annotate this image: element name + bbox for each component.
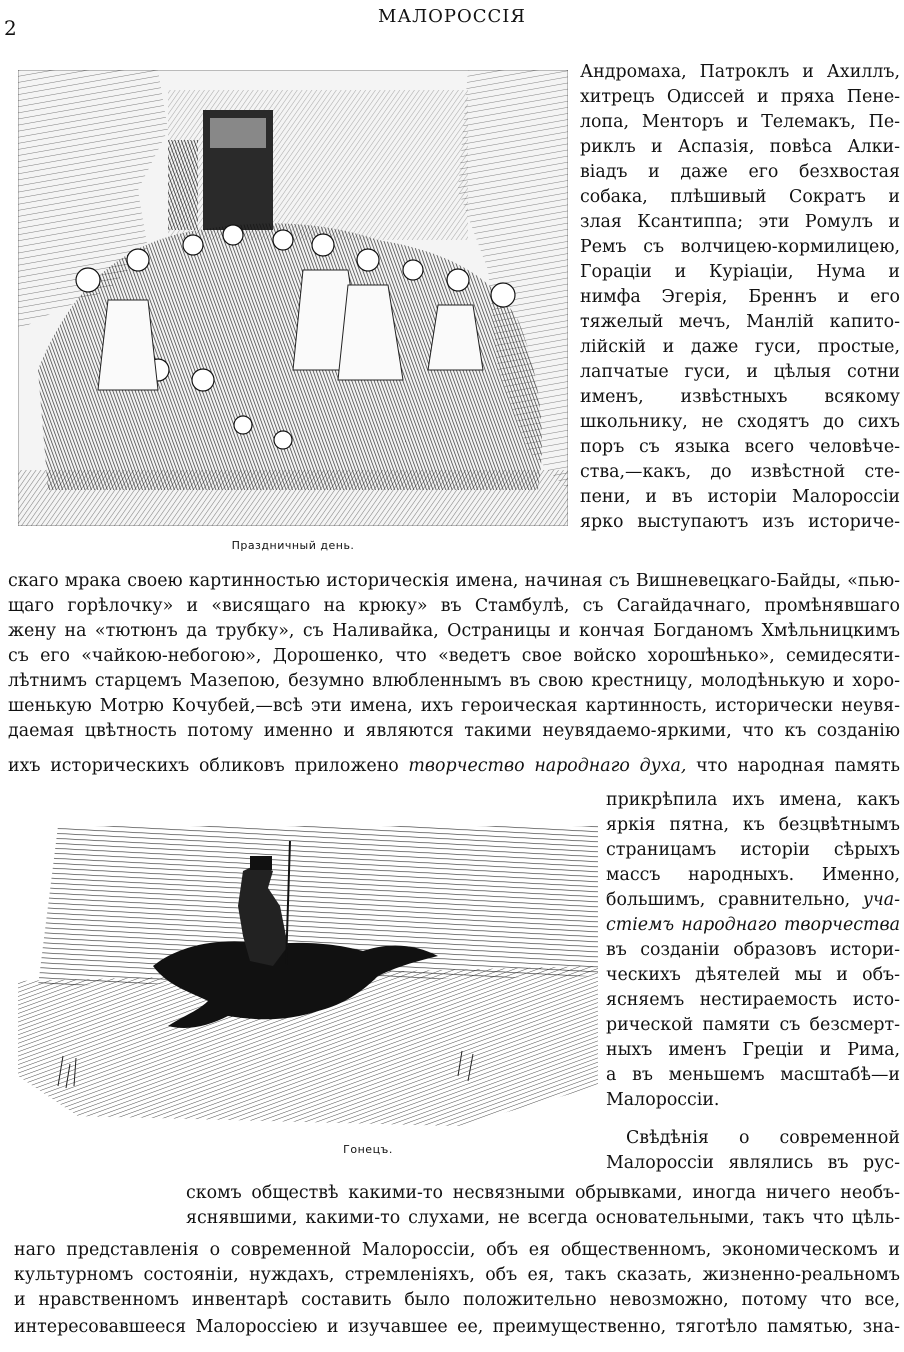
text-line: ства,—какъ, до извѣстной сте- xyxy=(580,462,900,482)
figure-caption-courier: Гонецъ. xyxy=(343,1143,393,1156)
figure-courier-engraving xyxy=(18,826,598,1136)
page-number: 2 xyxy=(4,16,17,40)
text-run-italic: уча- xyxy=(862,890,900,910)
courier-engraving-image xyxy=(18,826,598,1136)
text-line: и нравственномъ инвентарѣ составить было положительно невозможно, потому что все, xyxy=(14,1290,900,1310)
text-line-italic xyxy=(8,756,900,776)
text-line-italic xyxy=(606,890,900,910)
text-line: массъ народныхъ. Именно, xyxy=(606,865,900,885)
text-line: Малороссіи. xyxy=(606,1090,720,1110)
text-line: ныхъ именъ Греціи и Рима, xyxy=(606,1040,900,1060)
running-title: МАЛОРОССІЯ xyxy=(378,6,526,27)
text-line: Гораціи и Куріаціи, Нума и xyxy=(580,262,900,282)
text-line: культурномъ состояніи, нуждахъ, стремленіяхъ, объ ея, такъ сказать, жизненно-реальномъ xyxy=(14,1265,900,1285)
text-line-italic: стіемъ народнаго творчества xyxy=(606,915,900,935)
text-run: большимъ, сравнительно, xyxy=(606,890,851,910)
text-run: что народная память xyxy=(696,756,901,776)
text-line: Андромаха, Патроклъ и Ахиллъ, xyxy=(580,62,900,82)
text-line: Малороссіи являлись въ рус- xyxy=(606,1153,900,1173)
text-line: съ его «чайкою-небогою», Дорошенко, что «ведетъ свое войско хорошѣнько», семидесяти- xyxy=(8,646,900,666)
text-line: ческихъ дѣятелей мы и объ- xyxy=(606,965,900,985)
text-line: яркія пятна, къ безцвѣтнымъ xyxy=(606,815,900,835)
text-line: Ремъ съ волчицею-кормилицею, xyxy=(580,237,900,257)
text-line: щаго горѣлочку» и «висящаго на крюку» въ Стамбулѣ, съ Сагайдачнаго, промѣнявшаго xyxy=(8,596,900,616)
text-line: Свѣдѣнія о современной xyxy=(626,1128,900,1148)
text-line: шенькую Мотрю Кочубей,—всѣ эти имена, ихъ героическая картинность, исторически неувя- xyxy=(8,696,900,716)
text-line: тяжелый мечъ, Манлій капито- xyxy=(580,312,900,332)
text-line: віадъ и даже его безхвостая xyxy=(580,162,900,182)
text-line: риклъ и Аспазія, повѣса Алки- xyxy=(580,137,900,157)
text-line: рической памяти съ безсмерт- xyxy=(606,1015,900,1035)
text-run: ихъ историческихъ обликовъ приложено xyxy=(8,756,399,776)
text-line: нимфа Эгерія, Бреннъ и его xyxy=(580,287,900,307)
text-line: лійскій и даже гуси, простые, xyxy=(580,337,900,357)
text-line: въ созданіи образовъ истори- xyxy=(606,940,900,960)
text-run-italic: творчество народнаго духа, xyxy=(408,756,687,776)
text-line: скомъ обществѣ какими-то несвязными обрывками, иногда ничего необъ- xyxy=(186,1183,900,1203)
figure-caption-holiday: Праздничный день. xyxy=(231,539,355,552)
text-line: злая Ксантиппа; эти Ромулъ и xyxy=(580,212,900,232)
text-line: а въ меньшемъ масштабѣ—и xyxy=(606,1065,900,1085)
text-line: хитрецъ Одиссей и пряха Пене- xyxy=(580,87,900,107)
text-line: яснявшими, какими-то слухами, не всегда основательными, такъ что цѣль- xyxy=(186,1208,900,1228)
text-line: лопа, Менторъ и Телемакъ, Пе- xyxy=(580,112,900,132)
text-line: ясняемъ нестираемость исто- xyxy=(606,990,900,1010)
text-line: поръ съ языка всего человѣче- xyxy=(580,437,900,457)
text-line: жену на «тютюнъ да трубку», съ Наливайка, Остраницы и кончая Богданомъ Хмѣльницкимъ xyxy=(8,621,900,641)
text-line: школьнику, не сходятъ до сихъ xyxy=(580,412,900,432)
text-line: ярко выступаютъ изъ историче- xyxy=(580,512,900,532)
holiday-engraving-image xyxy=(18,70,568,526)
text-line: собака, плѣшивый Сократъ и xyxy=(580,187,900,207)
text-line: наго представленія о современной Малороссіи, объ ея общественномъ, экономическомъ и xyxy=(14,1240,900,1260)
text-line: прикрѣпила ихъ имена, какъ xyxy=(606,790,900,810)
text-line: лѣтнимъ старцемъ Мазепою, безумно влюбленнымъ въ свою крестницу, молодѣнькую и хоро- xyxy=(8,671,900,691)
text-line: скаго мрака своею картинностью историческія имена, начиная съ Вишневецкаго-Байды, «пью- xyxy=(8,571,900,591)
figure-holiday-engraving xyxy=(18,70,568,526)
text-line: лапчатые гуси, и цѣлыя сотни xyxy=(580,362,900,382)
text-line: интересовавшееся Малороссіею и изучавшее ее, преимущественно, тяготѣло памятью, зна- xyxy=(14,1317,900,1337)
text-line: пени, и въ исторіи Малороссіи xyxy=(580,487,900,507)
text-line: даемая цвѣтность потому именно и являются такими неувядаемо-яркими, что къ созданію xyxy=(8,721,900,741)
text-line: именъ, извѣстныхъ всякому xyxy=(580,387,900,407)
text-line: страницамъ исторіи сѣрыхъ xyxy=(606,840,900,860)
